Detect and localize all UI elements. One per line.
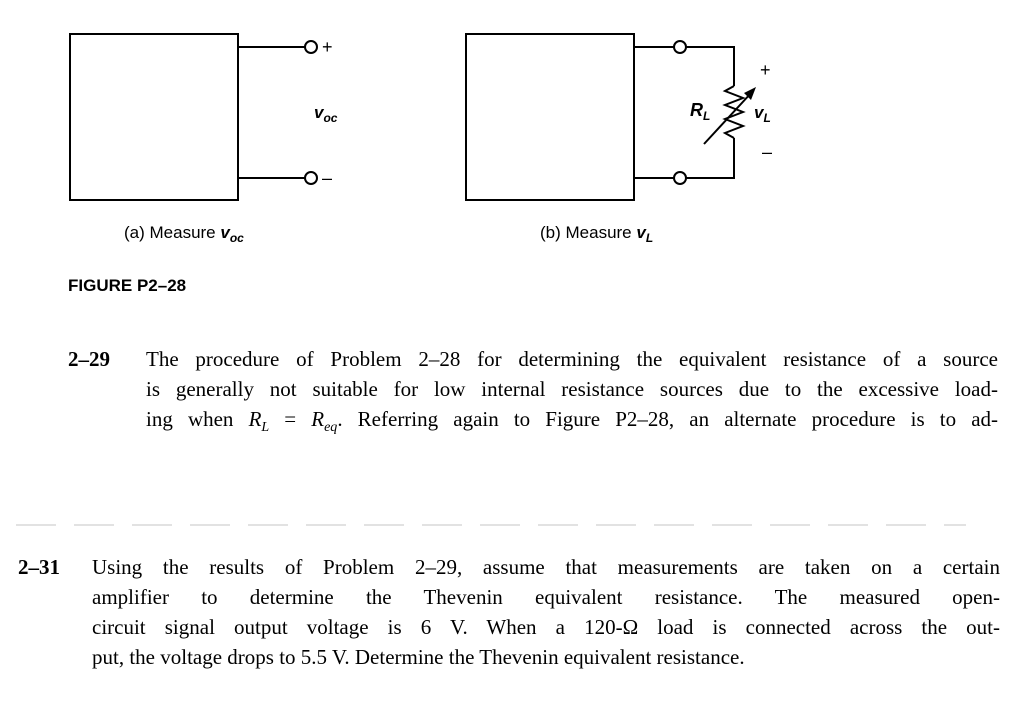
wire-b-right xyxy=(686,47,734,86)
text-line: is generally not suitable for low internal resistance sources due to the excessive load- xyxy=(146,377,998,401)
text-line: Using the results of Problem 2–29, assume that measurements are taken on a certain xyxy=(92,555,1000,579)
text-line: circuit signal output voltage is 6 V. When a 120-Ω load is connected across the out- xyxy=(92,615,1000,639)
terminal-a-bottom xyxy=(305,172,317,184)
voc-label: $v_{oc}$ xyxy=(314,103,338,125)
text-fragment: ing when xyxy=(146,407,234,431)
text-line: amplifier to determine the Thevenin equivalent resistance. The measured open- xyxy=(92,585,1000,609)
terminal-b-bottom xyxy=(674,172,686,184)
caption-a: (a) Measure $v_{oc}$ xyxy=(124,223,244,245)
equals-sign: = xyxy=(269,407,312,431)
caption-b: (b) Measure $v_L$ xyxy=(540,223,654,245)
circuit-a xyxy=(70,34,338,200)
variable-arrow-shaft xyxy=(704,92,752,144)
terminal-a-top xyxy=(305,41,317,53)
figure-label: FIGURE P2–28 xyxy=(68,276,187,295)
text-line xyxy=(146,404,998,443)
problem-text xyxy=(146,344,998,443)
problem-number: 2–31 xyxy=(18,555,60,579)
terminal-b-top xyxy=(674,41,686,53)
plus-sign-a: + xyxy=(322,37,333,57)
text-line: The procedure of Problem 2–28 for determining the equivalent resistance of a source xyxy=(146,347,998,371)
minus-sign-b: – xyxy=(762,142,773,162)
vl-label: $v_L$ xyxy=(754,103,771,125)
source-box-a xyxy=(70,34,238,200)
problem-2-29 xyxy=(68,344,998,443)
source-box-b xyxy=(466,34,634,200)
problem-text xyxy=(92,552,1000,672)
text-fragment: . Referring again to Figure P2–28, an alternate procedure is to ad- xyxy=(337,407,999,431)
figure-p2-28 xyxy=(0,0,1024,270)
problem-number: 2–29 xyxy=(68,347,110,371)
circuit-b xyxy=(466,34,772,200)
rl-label: $R_L$ xyxy=(690,100,711,123)
wire-b-right-bottom xyxy=(686,138,734,178)
math-rl: $R_L$ xyxy=(248,407,270,436)
text-line: put, the voltage drops to 5.5 V. Determine the Thevenin equivalent resistance. xyxy=(92,645,745,669)
page-separator xyxy=(16,524,966,526)
minus-sign-a: – xyxy=(322,168,333,188)
problem-2-31 xyxy=(18,552,1000,672)
plus-sign-b: + xyxy=(760,60,771,80)
math-req: $R_{eq}$ xyxy=(311,407,338,436)
